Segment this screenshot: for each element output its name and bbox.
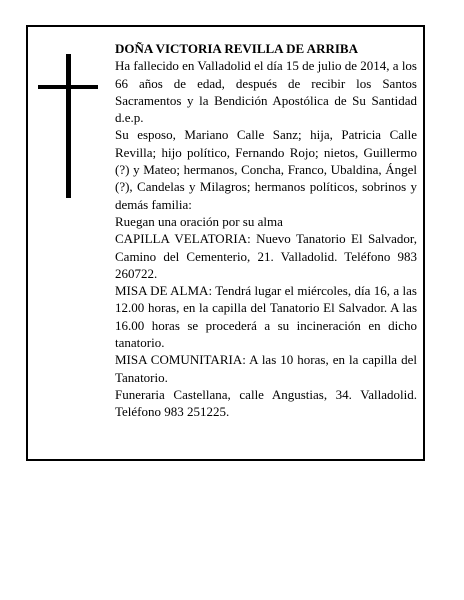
- chapel-info: CAPILLA VELATORIA: Nuevo Tanatorio El Salvador, Camino del Cementerio, 21. Valladolid. Teléfono 983 260722.: [115, 231, 417, 281]
- death-announcement: Ha fallecido en Valladolid el día 15 de julio de 2014, a los 66 años de edad, después de recibir los Santos Sacramentos y la Bendición Apostólica de Su Santidad d.e.p.: [115, 58, 417, 126]
- latin-cross-icon: [38, 54, 98, 198]
- deceased-name: DOÑA VICTORIA REVILLA DE ARRIBA: [115, 41, 358, 56]
- cross-vertical-bar: [66, 54, 71, 198]
- obituary-notice: [26, 25, 425, 461]
- funeral-home-info: Funeraria Castellana, calle Angustias, 34. Valladolid. Teléfono 983 251225.: [115, 386, 417, 420]
- family-list: Su esposo, Mariano Calle Sanz; hija, Patricia Calle Revilla; hijo político, Fernando Rojo; nietos, Guillermo (?) y Mateo; hermanos, Concha, Franco, Ubaldina, Ángel (?), Candelas y Milagros; hermanos políticos, sobrinos y demás familia:: [115, 127, 417, 212]
- notice-text: [115, 40, 417, 421]
- community-mass-info: MISA COMUNITARIA: A las 10 horas, en la capilla del Tanatorio.: [115, 352, 417, 385]
- cross-horizontal-bar: [38, 85, 98, 89]
- prayer-request: Ruegan una oración por su alma: [115, 213, 283, 229]
- funeral-mass-info: MISA DE ALMA: Tendrá lugar el miércoles, día 16, a las 12.00 horas, en la capilla del Tanatorio El Salvador. A las 16.00 horas se procederá a su incineración en dicho tanatorio.: [115, 283, 417, 351]
